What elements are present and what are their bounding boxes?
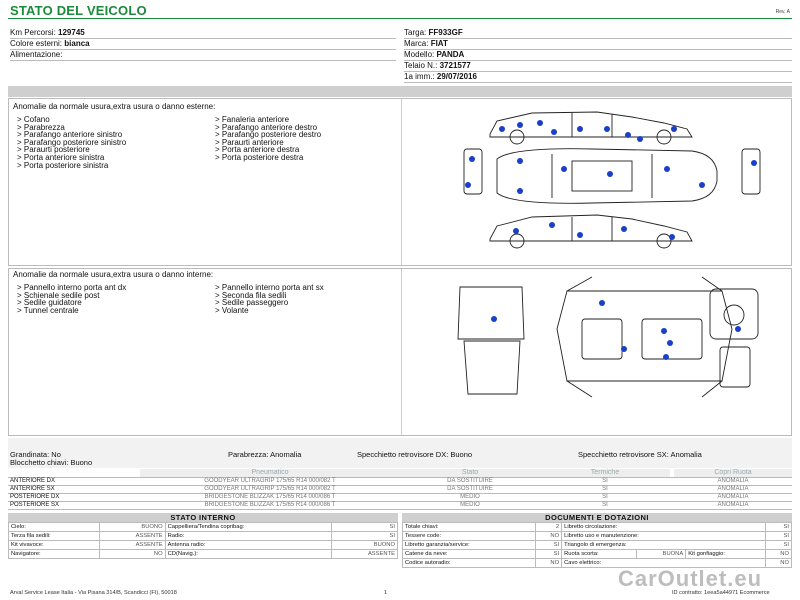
- tire-position: POSTERIORE DX: [8, 493, 140, 501]
- color-value: bianca: [64, 39, 90, 48]
- table-row: [403, 532, 792, 541]
- damage-item: > Parabrezza: [17, 122, 65, 132]
- table-row: [9, 541, 398, 550]
- damage-item: > Cofano: [17, 115, 50, 124]
- damage-item: > Parafango posteriore destro: [215, 130, 322, 140]
- damage-marker-icon: [735, 326, 741, 332]
- damage-marker-icon: [469, 156, 475, 162]
- internal-damage-title: Anomalie da normale usura,extra usura o danno interne:: [13, 270, 214, 279]
- damage-marker-icon: [537, 120, 543, 126]
- color-label: Colore esterni:: [10, 39, 63, 48]
- page-title: STATO DEL VEICOLO: [10, 3, 147, 18]
- kv-label: Cielo:: [9, 523, 100, 532]
- damage-item: > Sedile passeggero: [215, 298, 289, 308]
- external-car-diagram: [401, 99, 791, 265]
- damage-marker-icon: [577, 232, 583, 238]
- windshield-status: Parabrezza: Anomalia: [228, 450, 302, 459]
- table-row: [8, 501, 792, 509]
- external-damage-panel: [8, 98, 792, 266]
- tire-hubcap: ANOMALIA: [674, 501, 792, 509]
- damage-item: > Parafango posteriore sinistro: [17, 137, 127, 147]
- vehicle-info-left: [10, 28, 396, 61]
- model-label: Modello:: [404, 50, 435, 59]
- vehicle-info-right: [404, 28, 792, 83]
- km-value: 129745: [58, 28, 85, 37]
- kv-value: 2: [536, 523, 562, 532]
- mirror-sx-status: Specchietto retrovisore SX: Anomalia: [578, 450, 702, 459]
- chassis-label: Telaio N.:: [404, 61, 438, 70]
- kv-value: SI: [332, 523, 398, 532]
- kv-value: SI: [765, 541, 791, 550]
- color-row: [10, 39, 396, 50]
- damage-item: > Porta posteriore destra: [215, 152, 304, 162]
- tires-table: [8, 469, 792, 510]
- interior-status-table: [8, 522, 398, 559]
- fuel-label: Alimentazione:: [10, 50, 63, 59]
- car-interior-drawing: [402, 269, 792, 435]
- kv-label: Totale chiavi:: [403, 523, 536, 532]
- mirror-dx-status: Specchietto retrovisore DX: Buono: [357, 450, 473, 459]
- tires-header-status: Stato: [400, 469, 540, 477]
- tire-status: DA SOSTITUIRE: [400, 477, 540, 485]
- damage-item: > Seconda fila sedili: [215, 290, 287, 300]
- tire-winter: SI: [540, 501, 670, 509]
- damage-marker-icon: [517, 188, 523, 194]
- tire-description: GOODYEAR ULTRAGRIP 175/65 R14 000/082 T: [140, 485, 400, 493]
- tire-hubcap: ANOMALIA: [674, 493, 792, 501]
- damage-marker-icon: [663, 354, 669, 360]
- registration-row: [404, 72, 792, 83]
- kv-value: NO: [100, 550, 165, 559]
- interior-car-diagram: [401, 269, 791, 435]
- model-value: PANDA: [436, 50, 465, 59]
- kv-label: Cavo elettrico:: [562, 559, 766, 568]
- table-row: [9, 532, 398, 541]
- tire-hubcap: ANOMALIA: [674, 485, 792, 493]
- kv-label: Terza fila sedili:: [9, 532, 100, 541]
- kv-label: Libretto garanzia/service:: [403, 541, 536, 550]
- damage-marker-icon: [517, 122, 523, 128]
- kv-value: BUONO: [332, 541, 398, 550]
- registration-value: 29/07/2016: [436, 72, 477, 81]
- tire-description: BRIDGESTONE BLIZZAK 175/65 R14 000/086 T: [140, 493, 400, 501]
- kv-value: NO: [765, 559, 791, 568]
- chassis-row: [404, 61, 792, 72]
- make-row: [404, 39, 792, 50]
- damage-marker-icon: [599, 300, 605, 306]
- kv-value: SI: [536, 550, 562, 559]
- kv-value: SI: [536, 541, 562, 550]
- damage-marker-icon: [561, 166, 567, 172]
- model-row: [404, 50, 792, 61]
- damage-item: > Fanaleria anteriore: [215, 115, 290, 124]
- kv-label: Cappelliera/Tendina copribag:: [165, 523, 332, 532]
- make-label: Marca:: [404, 39, 429, 48]
- damage-marker-icon: [625, 132, 631, 138]
- title-underline: [8, 18, 792, 19]
- damage-marker-icon: [577, 126, 583, 132]
- kv-label: CD(Navig.):: [165, 550, 332, 559]
- damage-item: > Parafango anteriore sinistro: [17, 130, 123, 140]
- damage-item: > Volante: [215, 305, 249, 315]
- km-label: Km Percorsi:: [10, 28, 56, 37]
- damage-marker-icon: [499, 126, 505, 132]
- plate-label: Targa:: [404, 28, 427, 37]
- kv-label: Libretto circolazione:: [562, 523, 766, 532]
- kv-label: Kit vivavoce:: [9, 541, 100, 550]
- table-row: [403, 550, 792, 559]
- damage-marker-icon: [661, 328, 667, 334]
- watermark-logo: CarOutlet.eu: [618, 566, 763, 591]
- tires-header-winter: Termiche: [540, 469, 670, 477]
- plate-value: FF933GF: [428, 28, 463, 37]
- tires-header-tire: Pneumatico: [140, 469, 400, 477]
- tire-winter: SI: [540, 477, 670, 485]
- damage-item: > Pannello interno porta ant dx: [17, 283, 127, 292]
- separator-bar: [8, 86, 792, 97]
- tires-header-hubcap: Copri Ruota: [674, 469, 792, 477]
- kv-label: Catene da neve:: [403, 550, 536, 559]
- tire-winter: SI: [540, 485, 670, 493]
- damage-marker-icon: [491, 316, 497, 322]
- table-row: [9, 523, 398, 532]
- tire-position: ANTERIORE DX: [8, 477, 140, 485]
- tire-description: BRIDGESTONE BLIZZAK 175/65 R14 000/086 T: [140, 501, 400, 509]
- table-row: [403, 523, 792, 532]
- damage-marker-icon: [513, 228, 519, 234]
- chassis-value: 3721577: [439, 61, 471, 70]
- tires-header-row: [8, 469, 792, 477]
- damage-marker-icon: [621, 226, 627, 232]
- table-row: [403, 541, 792, 550]
- make-value: FIAT: [430, 39, 448, 48]
- table-row: [8, 485, 792, 493]
- tire-status: MEDIO: [400, 501, 540, 509]
- footer-address: Arval Service Lease Italia - Via Pisana 314/B, Scandicci (FI), 50018: [10, 590, 177, 596]
- damage-item: > Paraurti anteriore: [215, 137, 284, 147]
- kv-label: Libretto uso e manutenzione:: [562, 532, 766, 541]
- key-block-status: Blocchetto chiavi: Buono: [10, 458, 93, 467]
- kv-value: NO: [536, 532, 562, 541]
- external-damage-title: Anomalie da normale usura,extra usura o danno esterne:: [13, 102, 216, 111]
- kv-value: SI: [765, 523, 791, 532]
- damage-marker-icon: [621, 346, 627, 352]
- tire-hubcap: ANOMALIA: [674, 477, 792, 485]
- table-row: [9, 550, 398, 559]
- registration-label: 1a imm.:: [404, 72, 435, 81]
- revision-label: Rev. A: [775, 9, 790, 15]
- kv-label: Radio:: [165, 532, 332, 541]
- internal-damage-text: [13, 270, 401, 314]
- kv-label: Navigatore:: [9, 550, 100, 559]
- tire-status: DA SOSTITUIRE: [400, 485, 540, 493]
- internal-damage-panel: [8, 268, 792, 436]
- footer-contract-id: ID contratto: 1eea5a44971 Ecommerce: [672, 590, 770, 596]
- damage-item: > Porta anteriore sinistra: [17, 152, 105, 162]
- hail-status: Grandinata: No: [10, 450, 61, 459]
- damage-item: > Parafango anteriore destro: [215, 122, 318, 132]
- damage-item: > Pannello interno porta ant sx: [215, 283, 324, 292]
- damage-marker-icon: [551, 129, 557, 135]
- damage-marker-icon: [604, 126, 610, 132]
- damage-marker-icon: [637, 136, 643, 142]
- tire-position: ANTERIORE SX: [8, 485, 140, 493]
- kv-value: BUONA: [637, 550, 686, 559]
- documents-title: DOCUMENTI E DOTAZIONI: [402, 513, 792, 522]
- damage-item: > Tunnel centrale: [17, 305, 79, 315]
- damage-marker-icon: [667, 340, 673, 346]
- damage-item: > Porta anteriore destra: [215, 145, 300, 155]
- damage-marker-icon: [549, 222, 555, 228]
- tire-position: POSTERIORE SX: [8, 501, 140, 509]
- tire-description: GOODYEAR ULTRAGRIP 175/65 R14 000/082 T: [140, 477, 400, 485]
- documents-table: [402, 522, 792, 568]
- damage-item: > Sedile guidatore: [17, 298, 82, 308]
- documents-section: [402, 513, 792, 568]
- damage-item: > Porta posteriore sinistra: [17, 160, 109, 170]
- kv-value: ASSENTE: [100, 541, 165, 550]
- kv-value: BUONO: [100, 523, 165, 532]
- kv-label: Kit gonfiaggio:: [686, 550, 766, 559]
- damage-item: > Schienale sedile post: [17, 290, 100, 300]
- car-exterior-drawing: [402, 99, 792, 265]
- kv-value: SI: [332, 532, 398, 541]
- damage-marker-icon: [699, 182, 705, 188]
- table-row: [8, 477, 792, 485]
- kv-label: Tessere code:: [403, 532, 536, 541]
- damage-marker-icon: [465, 182, 471, 188]
- kv-value: ASSENTE: [100, 532, 165, 541]
- kv-value: ASSENTE: [332, 550, 398, 559]
- kv-label: Antenna radio:: [165, 541, 332, 550]
- plate-row: [404, 28, 792, 39]
- fuel-row: [10, 50, 396, 61]
- footer-page-number: 1: [384, 590, 388, 596]
- kv-value: NO: [765, 550, 791, 559]
- external-damage-text: [13, 102, 401, 169]
- kv-label: Triangolo di emergenza:: [562, 541, 766, 550]
- damage-marker-icon: [664, 166, 670, 172]
- damage-marker-icon: [669, 234, 675, 240]
- table-row: [8, 493, 792, 501]
- tire-winter: SI: [540, 493, 670, 501]
- kv-label: Codice autoradio:: [403, 559, 536, 568]
- damage-marker-icon: [517, 158, 523, 164]
- interior-status-section: [8, 513, 398, 559]
- damage-marker-icon: [751, 160, 757, 166]
- tire-status: MEDIO: [400, 493, 540, 501]
- interior-status-title: STATO INTERNO: [8, 513, 398, 522]
- km-row: [10, 28, 396, 39]
- damage-item: > Paraurti posteriore: [17, 145, 90, 155]
- kv-label: Ruota scorta:: [562, 550, 637, 559]
- kv-value: SI: [765, 532, 791, 541]
- kv-value: NO: [536, 559, 562, 568]
- damage-marker-icon: [671, 126, 677, 132]
- damage-marker-icon: [607, 171, 613, 177]
